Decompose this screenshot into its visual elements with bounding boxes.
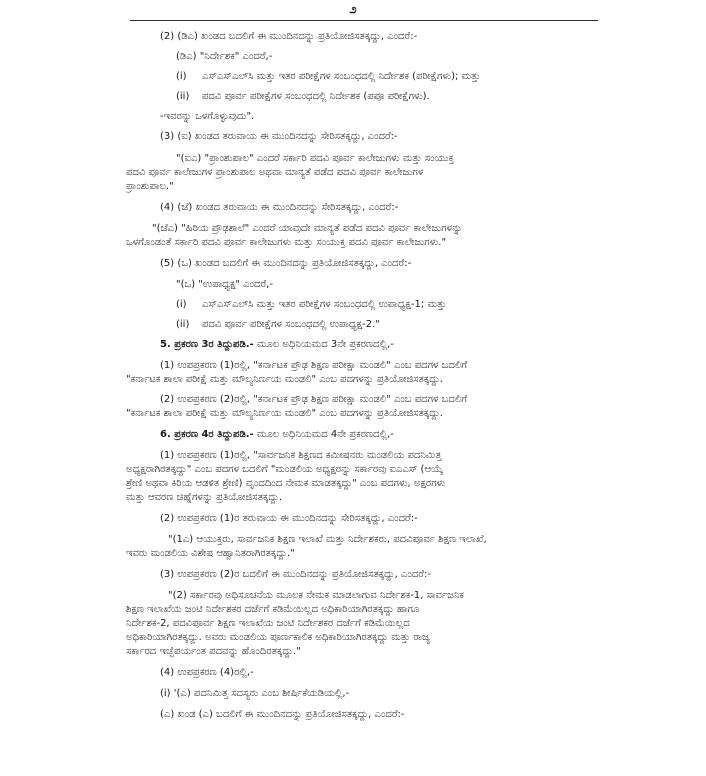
list-text: ಪದವಿ ಪೂರ್ವ ಪರೀಕ್ಷೆಗಳ ಸಂಬಂಧದಲ್ಲಿ ನಿರ್ದೇಶಕ (ಪಪೂ ಪರೀಕ್ಷೆಗಳು).: [202, 91, 430, 102]
text-line: (2) ಉಪಪ್ರಕರಣ (2)ರಲ್ಲಿ, "ಕರ್ನಾಟಕ ಪ್ರೌಢ ಶಿಕ್ಷಣ ಪರೀಕ್ಷಾ ಮಂಡಲಿ" ಎಂಬ ಪದಗಳ ಬದಲಿಗೆ: [160, 394, 468, 405]
list-item: [176, 90, 430, 103]
section-heading-line: [160, 338, 394, 351]
text-line: ಅಧ್ಯಕ್ಷರಾಗಿರತಕ್ಕದ್ದು" ಎಂಬ ಪದಗಳ ಬದಲಿಗೆ "ಮಂಡಲಿಯ ಅಧ್ಯಕ್ಷರನ್ನು ಸರ್ಕಾರವು ಐಎಎಸ್ (ಆಯ್ಕೆ: [126, 464, 444, 475]
text-line: "ಕರ್ನಾಟಕ ಶಾಲಾ ಪರೀಕ್ಷೆ ಮತ್ತು ಮೌಲ್ಯನಿರ್ಣಯ ಮಂಡಲಿ" ಎಂಬ ಪದಗಳನ್ನು ಪ್ರತಿಯೋಜಿಸತಕ್ಕದ್ದು.: [126, 374, 443, 385]
text-line: ಶಿಕ್ಷಣ ಇಲಾಖೆಯ ಜಂಟಿ ನಿರ್ದೇಶಕರ ದರ್ಜೆಗೆ ಕಡಿಮೆಯಿಲ್ಲದ ಅಧಿಕಾರಿಯಾಗಿರತಕ್ಕದ್ದು ಹಾಗೂ: [126, 604, 420, 615]
text-line: (3) (ಐ) ಖಂಡದ ತರುವಾಯ ಈ ಮುಂದಿನದನ್ನು ಸೇರಿಸತಕ್ಕದ್ದು, ಎಂದರೆ:-: [160, 131, 398, 142]
list-text: ಎಸ್‌ಎಸ್‌ಎಲ್‌ಸಿ ಮತ್ತು ಇತರ ಪರೀಕ್ಷೆಗಳ ಸಂಬಂಧದಲ್ಲಿ ನಿರ್ದೇಶಕ (ಪರೀಕ್ಷೆಗಳು); ಮತ್ತು: [202, 71, 481, 82]
text-line: (1) ಉಪಪ್ರಕರಣ (1)ರಲ್ಲಿ, "ಕರ್ನಾಟಕ ಪ್ರೌಢ ಶಿಕ್ಷಣ ಪರೀಕ್ಷಾ ಮಂಡಲಿ" ಎಂಬ ಪದಗಳ ಬದಲಿಗೆ: [160, 360, 468, 371]
text-line: (3) ಉಪಪ್ರಕರಣ (2)ರ ಬದಲಿಗೆ ಈ ಮುಂದಿನದನ್ನು ಪ್ರತಿಯೋಜಿಸತಕ್ಕದ್ದು, ಎಂದರೆ:-: [160, 569, 431, 580]
list-number: (ii): [176, 319, 190, 330]
list-item: [176, 298, 446, 311]
text-line: "(ಐಎ) "ಪ್ರಾಂಶುಪಾಲ" ಎಂದರೆ ಸರ್ಕಾರಿ ಪದವಿ ಪೂರ್ವ ಕಾಲೇಜುಗಳು ಮತ್ತು ಸಂಯುಕ್ತ: [176, 153, 454, 164]
text-line: ಅಧಿಕಾರಿಯಾಗಿರತಕ್ಕದ್ದು. ಅವರು ಮಂಡಲಿಯ ಪೂರ್ಣಕಾಲಿಕ ಅಧಿಕಾರಿಯಾಗಿರತಕ್ಕದ್ದು ಮತ್ತು ರಾಜ್ಯ: [126, 632, 431, 643]
section-heading: 6. ಪ್ರಕರಣ 4ರ ತಿದ್ದುಪಡಿ.-: [160, 429, 254, 440]
text-line: "(1ಎ) ಆಯುಕ್ತರು, ಸಾರ್ವಜನಿಕ ಶಿಕ್ಷಣ ಇಲಾಖೆ ಮತ್ತು ನಿರ್ದೇಶಕರು, ಪದವಿಪೂರ್ವ ಶಿಕ್ಷಣ ಇಲಾಖೆ,: [168, 534, 487, 545]
text-line: "ಕರ್ನಾಟಕ ಶಾಲಾ ಪರೀಕ್ಷೆ ಮತ್ತು ಮೌಲ್ಯನಿರ್ಣಯ ಮಂಡಲಿ" ಎಂಬ ಪದಗಳನ್ನು ಪ್ರತಿಯೋಜಿಸತಕ್ಕದ್ದು.: [126, 408, 443, 419]
text-line: "(ಜೆಎ) "ಹಿರಿಯ ಪ್ರೌಢಶಾಲೆ" ಎಂದರೆ ಯಾವುದೇ ಮಾನ್ಯತೆ ಪಡೆದ ಪದವಿ ಪೂರ್ವ ಕಾಲೇಜುಗಳನ್ನು: [152, 223, 463, 234]
text-line: (4) ಉಪಪ್ರಕರಣ (4)ರಲ್ಲಿ,-: [160, 667, 254, 678]
section-heading: 5. ಪ್ರಕರಣ 3ರ ತಿದ್ದುಪಡಿ.-: [160, 339, 254, 350]
list-item: [176, 318, 380, 331]
text-line: (2) (ಡಿಎ) ಖಂಡದ ಬದಲಿಗೆ ಈ ಮುಂದಿನದನ್ನು ಪ್ರತಿಯೋಜಿಸತಕ್ಕದ್ದು, ಎಂದರೆ:-: [160, 31, 418, 42]
text-line: "(2) ಸರ್ಕಾರವು ಅಧಿಸೂಚನೆಯ ಮೂಲಕ ನೇಮಕ ಮಾಡಲಾಗುವ ನಿರ್ದೇಶಕ-1, ಸಾರ್ವಜನಿಕ: [168, 590, 464, 601]
text-line: (ಎ) ಖಂಡ (ಎ) ಬದಲಿಗೆ ಈ ಮುಂದಿನದನ್ನು ಪ್ರತಿಯೋಜಿಸತಕ್ಕದ್ದು, ಎಂದರೆ:-: [160, 709, 405, 720]
header-rule: [130, 20, 598, 21]
text-line: (1) ಉಪಪ್ರಕರಣ (1)ರಲ್ಲಿ, "ಸಾರ್ವಜನಿಕ ಶಿಕ್ಷಣದ ಕಮೀಷನರು ಮಂಡಲಿಯ ಪದನಿಮಿತ್ತ: [160, 450, 442, 461]
text-line: ಪ್ರಾಂಶುಪಾಲ.": [126, 181, 174, 192]
text-line: -ಇವರನ್ನು ಒಳಗೊಳ್ಳುವುದು".: [160, 111, 255, 122]
text-line: ಒಳಗೊಂಡಂತೆ ಸರ್ಕಾರಿ ಪದವಿ ಪೂರ್ವ ಕಾಲೇಜುಗಳು ಮತ್ತು ಸಂಯುಕ್ತ ಪದವಿ ಪೂರ್ವ ಕಾಲೇಜುಗಳು.": [126, 237, 447, 248]
list-item: [176, 70, 480, 83]
section-text: ಮೂಲ ಅಧಿನಿಯಮದ 4ನೇ ಪ್ರಕರಣದಲ್ಲಿ,-: [253, 429, 394, 440]
text-line: ನಿರ್ದೇಶಕ-2, ಪದವಿಪೂರ್ವ ಶಿಕ್ಷಣ ಇಲಾಖೆಯ ಜಂಟಿ ನಿರ್ದೇಶಕರ ದರ್ಜೆಗೆ ಕಡಿಮೆಯಿಲ್ಲದ: [126, 618, 410, 629]
list-number: (ii): [176, 91, 190, 102]
list-text: ಪದವಿ ಪೂರ್ವ ಪರೀಕ್ಷೆಗಳ ಸಂಬಂಧದಲ್ಲಿ ಉಪಾಧ್ಯಕ್ಷ-2.": [202, 319, 380, 330]
text-line: (ಡಿಎ) "ನಿರ್ದೇಶಕ" ಎಂದರೆ,-: [176, 51, 273, 62]
list-number: (i): [176, 299, 187, 310]
text-line: ಶ್ರೇಣಿ ಅಥವಾ ಕಿರಿಯ ಆಡಳಿತ ಶ್ರೇಣಿ) ವೃಂದದಿಂದ ನೇಮಕ ಮಾಡತಕ್ಕದ್ದು" ಎಂಬ ಪದಗಳು, ಅಕ್ಷರಗಳು: [126, 478, 446, 489]
section-heading-line: [160, 428, 394, 441]
text-line: (2) ಉಪಪ್ರಕರಣ (1)ರ ತರುವಾಯ ಈ ಮುಂದಿನದನ್ನು ಸೇರಿಸತಕ್ಕದ್ದು, ಎಂದರೆ:-: [160, 513, 418, 524]
text-line: ಪದವಿ ಪೂರ್ವ ಕಾಲೇಜುಗಳ ಪ್ರಾಂಶುಪಾಲ ಅಥವಾ ಮಾನ್ಯತೆ ಪಡೆದ ಪದವಿ ಪೂರ್ವ ಕಾಲೇಜುಗಳ: [126, 167, 424, 178]
text-line: ಮತ್ತು ಆವರಣ ಚಿಹ್ನೆಗಳನ್ನು ಪ್ರತಿಯೋಜಿಸತಕ್ಕದ್ದು.: [126, 492, 283, 503]
text-line: (5) (ಒ) ಖಂಡದ ಬದಲಿಗೆ ಈ ಮುಂದಿನದನ್ನು ಪ್ರತಿಯೋಜಿಸತಕ್ಕದ್ದು, ಎಂದರೆ:-: [160, 258, 412, 269]
text-line: (i) '(ಎ) ಪದನಿಮಿತ್ತ ಸದಸ್ಯರು ಎಂಬ ಶೀರ್ಷಿಕೆಯಡಿಯಲ್ಲಿ,-: [160, 688, 350, 699]
text-line: (4) (ಜೆ) ಖಂಡದ ತರುವಾಯ ಈ ಮುಂದಿನದನ್ನು ಸೇರಿಸತಕ್ಕದ್ದು, ಎಂದರೆ:-: [160, 202, 399, 213]
section-text: ಮೂಲ ಅಧಿನಿಯಮದ 3ನೇ ಪ್ರಕರಣದಲ್ಲಿ,-: [253, 339, 394, 350]
list-text: ಎಸ್‌ಎಸ್‌ಎಲ್‌ಸಿ ಮತ್ತು ಇತರ ಪರೀಕ್ಷೆಗಳ ಸಂಬಂಧದಲ್ಲಿ ಉಪಾಧ್ಯಕ್ಷ-1; ಮತ್ತು: [202, 299, 447, 310]
list-number: (i): [176, 71, 187, 82]
page-number: ೨: [349, 2, 357, 17]
text-line: ಇವರು ಮಂಡಲಿಯ ವಿಶೇಷ ಆಹ್ವಾನಿತರಾಗಿರತಕ್ಕದ್ದು.": [126, 548, 295, 559]
text-line: "(ಒ) "ಉಪಾಧ್ಯಕ್ಷ" ಎಂದರೆ,-: [176, 279, 273, 290]
text-line: ಸರ್ಕಾರದ ಇಚ್ಛೆಪರ್ಯಂತ ಪದವನ್ನು ಹೊಂದಿರತಕ್ಕದ್ದು.": [126, 646, 301, 657]
